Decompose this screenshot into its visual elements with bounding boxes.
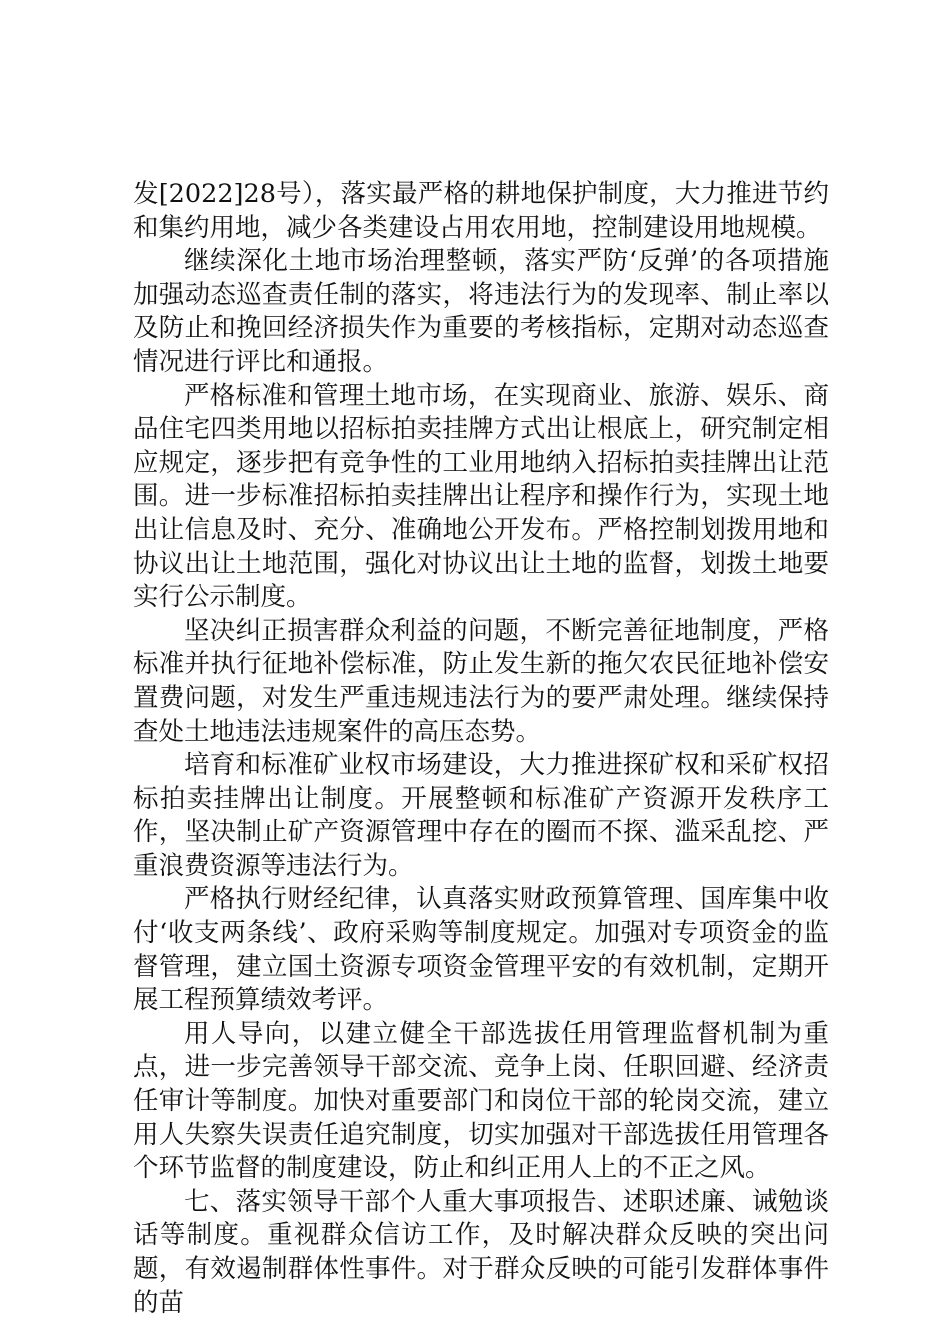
paragraph-8: 七、落实领导干部个人重大事项报告、述职述廉、诫勉谈话等制度。重视群众信访工作，及时解决群众反映的突出问题，有效遏制群体性事件。对于群众反映的可能引发群体事件的苗 <box>133 1186 829 1318</box>
paragraph-1: 发[2022]28号），落实最严格的耕地保护制度，大力推进节约和集约用地，减少各类建设占用农用地，控制建设用地规模。 <box>133 179 829 243</box>
document-body <box>133 178 829 1320</box>
paragraph-4: 坚决纠正损害群众利益的问题，不断完善征地制度，严格标准并执行征地补偿标准，防止发生新的拖欠农民征地补偿安置费问题，对发生严重违规违法行为的要严肃处理。继续保持查处土地违法违规案件的高压态势。 <box>133 615 829 747</box>
paragraph-7: 用人导向，以建立健全干部选拔任用管理监督机制为重点，进一步完善领导干部交流、竞争上岗、任职回避、经济责任审计等制度。加快对重要部门和岗位干部的轮岗交流，建立用人失察失误责任追究制度，切实加强对干部选拔任用管理各个环节监督的制度建设，防止和纠正用人上的不正之风。 <box>133 1018 829 1184</box>
paragraph-3: 严格标准和管理土地市场，在实现商业、旅游、娱乐、商品住宅四类用地以招标拍卖挂牌方式出让根底上，研究制定相应规定，逐步把有竞争性的工业用地纳入招标拍卖挂牌出让范围。进一步标准招标拍卖挂牌出让程序和操作行为，实现土地出让信息及时、充分、准确地公开发布。严格控制划拨用地和协议出让土地范围，强化对协议出让土地的监督，划拨土地要实行公示制度。 <box>133 380 829 613</box>
paragraph-6: 严格执行财经纪律，认真落实财政预算管理、国库集中收付‘收支两条线’、政府采购等制度规定。加强对专项资金的监督管理，建立国土资源专项资金管理平安的有效机制，定期开展工程预算绩效考评。 <box>133 884 829 1016</box>
paragraph-2: 继续深化土地市场治理整顿，落实严防‘反弹’的各项措施加强动态巡查责任制的落实，将违法行为的发现率、制止率以及防止和挽回经济损失作为重要的考核指标，定期对动态巡查情况进行评比和通报。 <box>133 246 829 377</box>
paragraph-5: 培育和标准矿业权市场建设，大力推进探矿权和采矿权招标拍卖挂牌出让制度。开展整顿和标准矿产资源开发秩序工作，坚决制止矿产资源管理中存在的圈而不探、滥采乱挖、严重浪费资源等违法行为。 <box>133 750 829 881</box>
